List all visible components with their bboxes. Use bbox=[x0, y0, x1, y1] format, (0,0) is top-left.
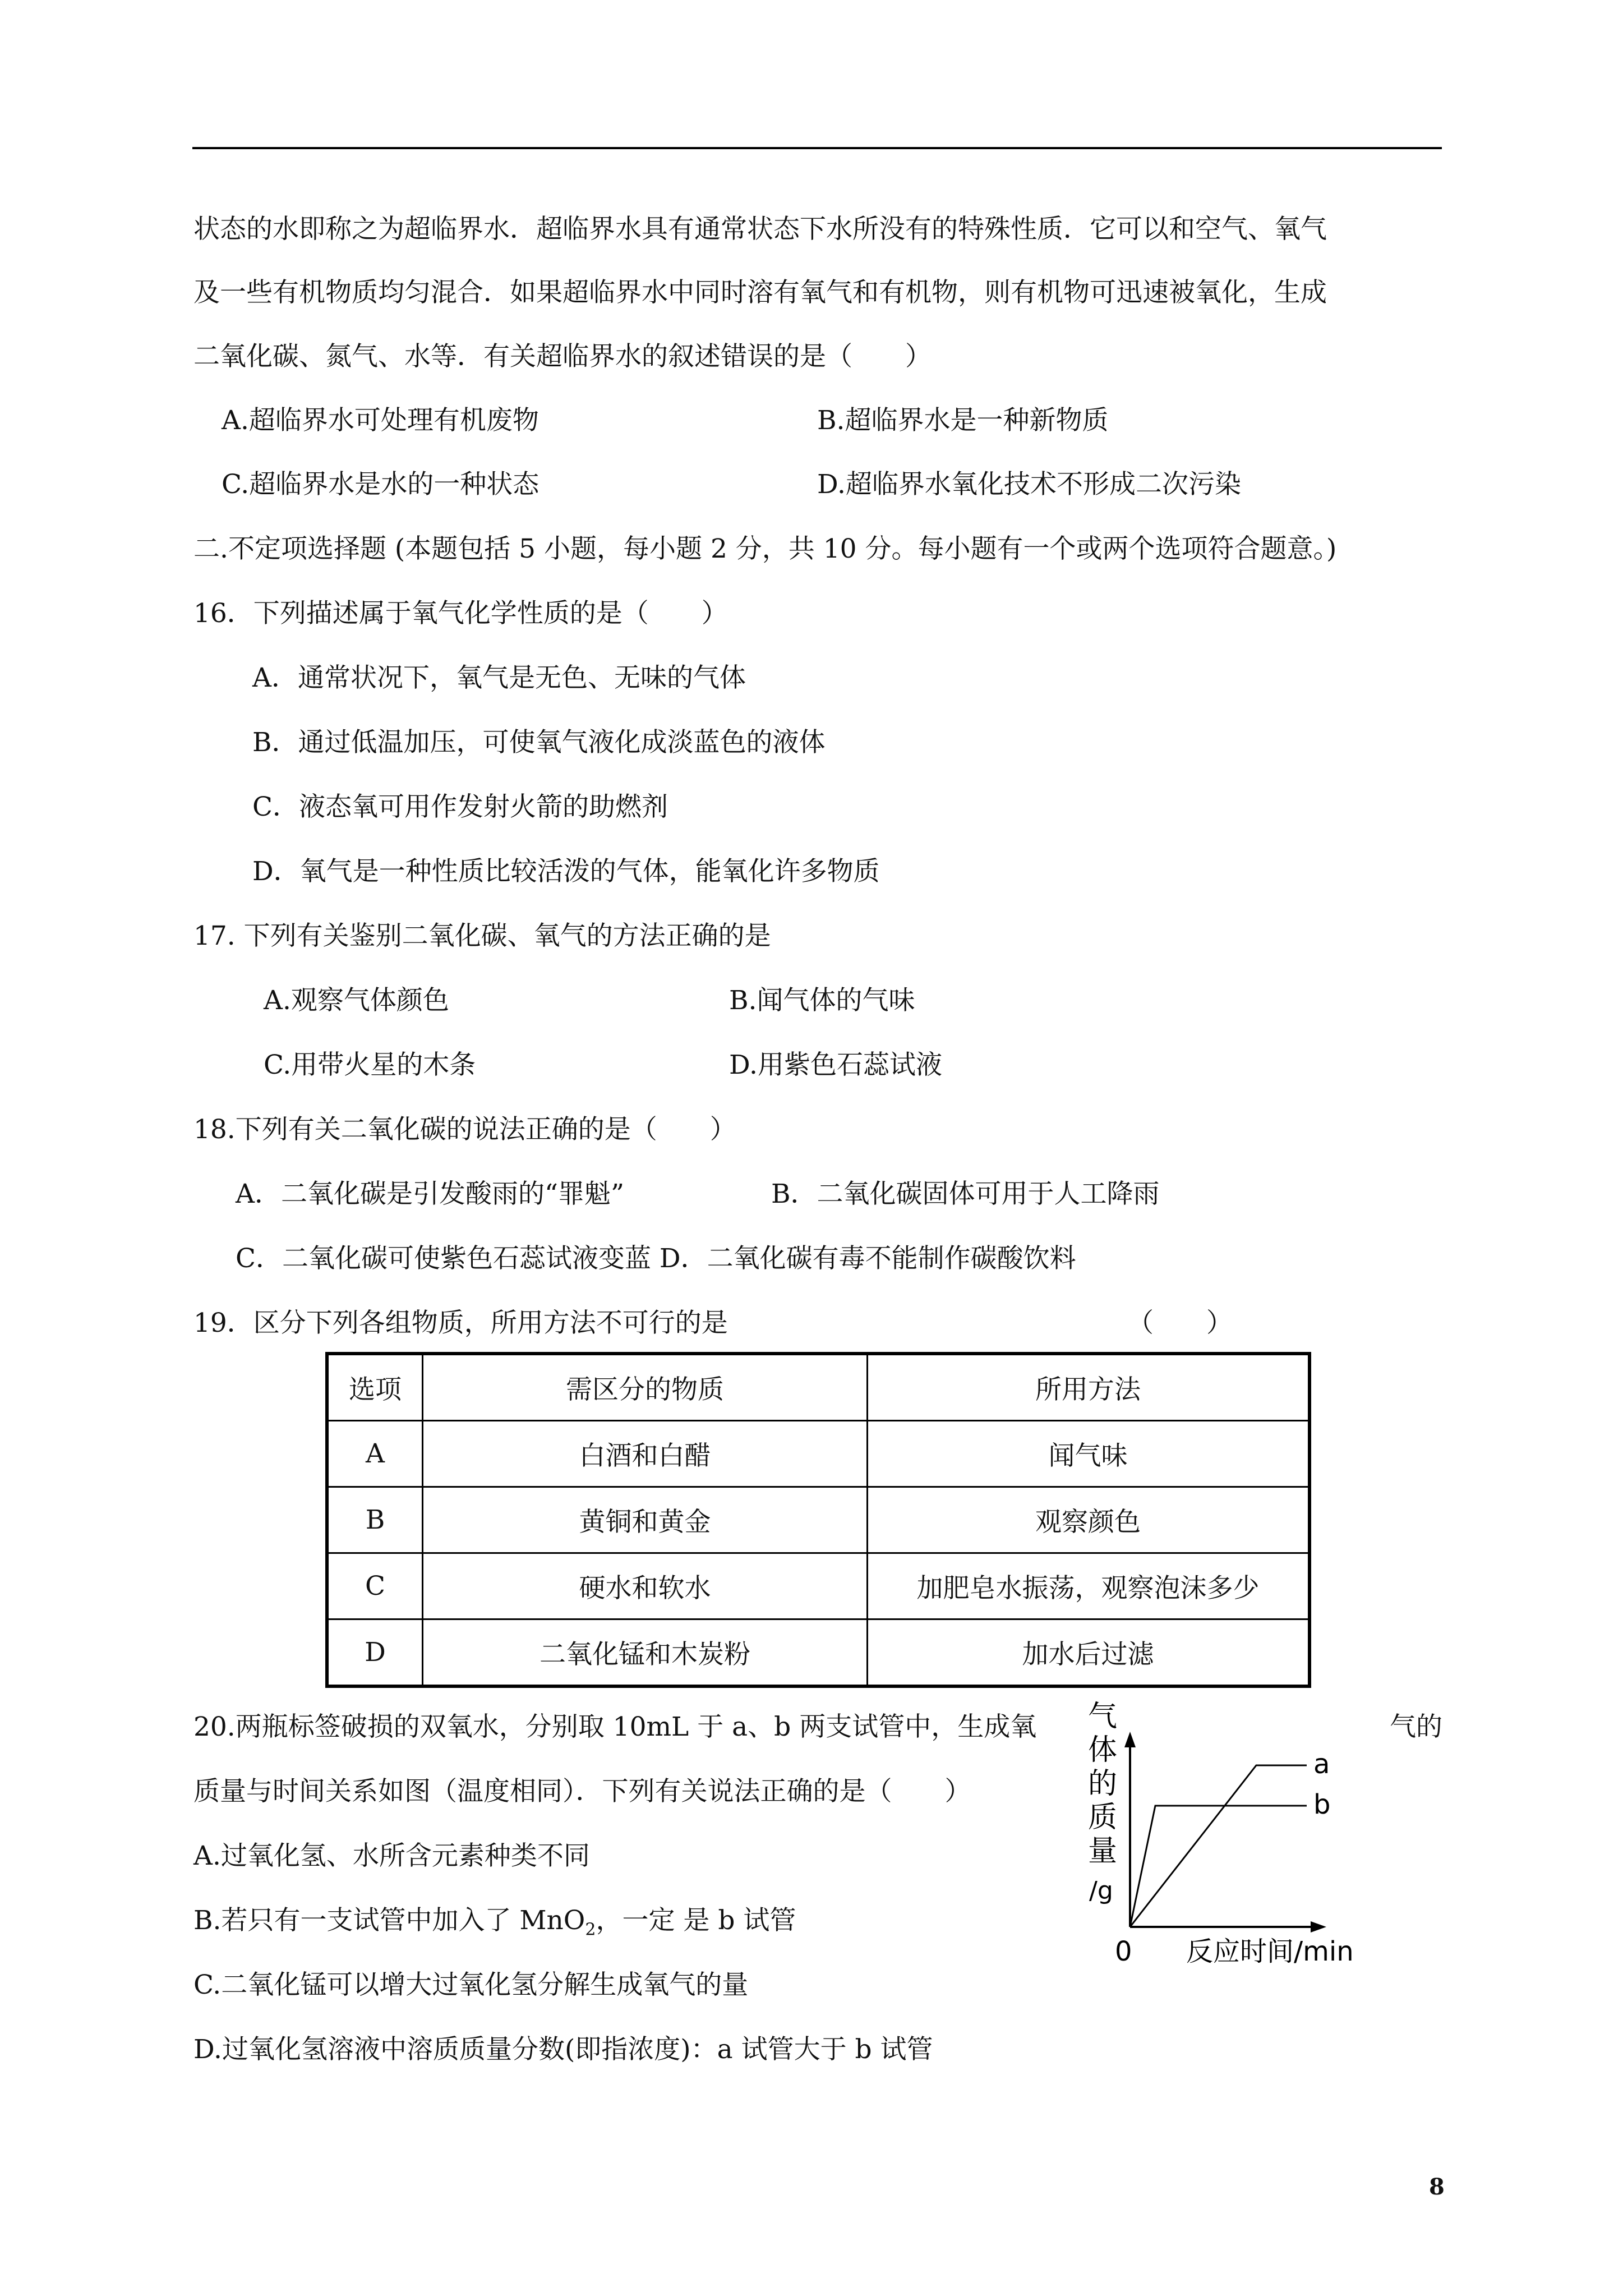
q17-option-a: A.观察气体颜色 bbox=[264, 985, 449, 1016]
header-rule bbox=[192, 147, 1442, 149]
y-axis-arrow bbox=[1124, 1732, 1136, 1747]
q18-option-cd: C．二氧化碳可使紫色石蕊试液变蓝 D．二氧化碳有毒不能制作碳酸饮料 bbox=[236, 1243, 1076, 1274]
table-header: 所用方法 bbox=[868, 1354, 1310, 1421]
q20-stem-2: 质量与时间关系如图（温度相同）．下列有关说法正确的是（ ） bbox=[193, 1776, 971, 1807]
q18-option-a: A．二氧化碳是引发酸雨的“罪魁” bbox=[236, 1179, 624, 1209]
q18-option-b: B．二氧化碳固体可用于人工降雨 bbox=[771, 1179, 1160, 1209]
table-header: 选项 bbox=[327, 1354, 423, 1421]
table-cell: 观察颜色 bbox=[868, 1487, 1310, 1553]
series-layer bbox=[1130, 1749, 1330, 1927]
q19-answer-paren: （ ） bbox=[1127, 1308, 1233, 1338]
series-label-a: a bbox=[1313, 1749, 1330, 1780]
y-label-char: 的 bbox=[1088, 1767, 1118, 1801]
table-row bbox=[327, 1487, 1310, 1553]
table-cell: 硬水和软水 bbox=[423, 1553, 868, 1619]
q20-option-b-pre: B.若只有一支试管中加入了 MnO bbox=[193, 1905, 585, 1936]
section-heading: 二.不定项选择题 (本题包括 5 小题，每小题 2 分，共 10 分。每小题有一个或两个选项符合题意。) bbox=[193, 533, 1337, 564]
q17-option-b: B.闻气体的气味 bbox=[729, 985, 915, 1016]
table-header-row bbox=[327, 1354, 1310, 1421]
passage-line-2: 及一些有机物质均匀混合．如果超临界水中同时溶有氧气和有机物，则有机物可迅速被氧化，生成 bbox=[193, 277, 1327, 308]
page-number: 8 bbox=[1429, 2174, 1445, 2200]
q20-option-b bbox=[193, 1907, 796, 1938]
q20-option-d: D.过氧化氢溶液中溶质质量分数(即指浓度)：a 试管大于 b 试管 bbox=[193, 2034, 933, 2065]
option-a: A.超临界水可处理有机废物 bbox=[222, 405, 539, 436]
passage-line-3: 二氧化碳、氮气、水等．有关超临界水的叙述错误的是（ ） bbox=[193, 341, 932, 372]
table-cell: 闻气味 bbox=[868, 1421, 1310, 1487]
y-axis-label bbox=[1088, 1700, 1117, 1905]
table-row bbox=[327, 1553, 1310, 1619]
y-label-char: 气 bbox=[1088, 1700, 1118, 1733]
table-cell: 加肥皂水振荡，观察泡沫多少 bbox=[868, 1553, 1310, 1619]
table-cell: C bbox=[327, 1553, 423, 1619]
table-row bbox=[327, 1619, 1310, 1687]
y-label-char: /g bbox=[1089, 1876, 1113, 1905]
q17-option-d: D.用紫色石蕊试液 bbox=[729, 1050, 942, 1080]
table-row bbox=[327, 1421, 1310, 1487]
table-cell: 加水后过滤 bbox=[868, 1619, 1310, 1687]
table-header: 需区分的物质 bbox=[423, 1354, 868, 1421]
table-cell: 黄铜和黄金 bbox=[423, 1487, 868, 1553]
y-label-char: 体 bbox=[1088, 1733, 1118, 1767]
x-axis-label: 反应时间/min bbox=[1186, 1936, 1354, 1967]
q16-option-b: B．通过低温加压，可使氧气液化成淡蓝色的液体 bbox=[252, 727, 826, 758]
q20-stem-1-end: 气的 bbox=[1390, 1711, 1442, 1742]
q19-table bbox=[325, 1352, 1311, 1688]
origin-label: 0 bbox=[1115, 1936, 1132, 1967]
passage-line-1: 状态的水即称之为超临界水．超临界水具有通常状态下水所没有的特殊性质．它可以和空气、氧气 bbox=[193, 214, 1327, 245]
q18-stem: 18.下列有关二氧化碳的说法正确的是（ ） bbox=[193, 1114, 736, 1145]
q16-option-c: C．液态氧可用作发射火箭的助燃剂 bbox=[252, 792, 668, 822]
table-cell: 白酒和白醋 bbox=[423, 1421, 868, 1487]
series-line-a bbox=[1130, 1765, 1307, 1927]
q16-option-a: A．通常状况下，氧气是无色、无味的气体 bbox=[252, 662, 746, 693]
table-cell: B bbox=[327, 1487, 423, 1553]
table-cell: A bbox=[327, 1421, 423, 1487]
q20-stem-1: 20.两瓶标签破损的双氧水，分别取 10mL 于 a、b 两支试管中，生成氧 bbox=[193, 1711, 1037, 1742]
q20-option-a: A.过氧化氢、水所含元素种类不同 bbox=[193, 1841, 590, 1871]
q16-option-d: D．氧气是一种性质比较活泼的气体，能氧化许多物质 bbox=[252, 856, 880, 887]
q20-option-c: C.二氧化锰可以增大过氧化氢分解生成氧气的量 bbox=[193, 1970, 749, 2000]
y-label-char: 质 bbox=[1088, 1801, 1118, 1834]
option-c: C.超临界水是水的一种状态 bbox=[222, 469, 540, 500]
option-b: B.超临界水是一种新物质 bbox=[817, 405, 1109, 436]
q20-option-b-sub: 2 bbox=[585, 1920, 596, 1940]
table-cell: D bbox=[327, 1619, 423, 1687]
q20-option-b-post: ，一定 是 b 试管 bbox=[596, 1905, 796, 1936]
q17-stem: 17. 下列有关鉴别二氧化碳、氧气的方法正确的是 bbox=[193, 921, 771, 951]
option-d: D.超临界水氧化技术不形成二次污染 bbox=[817, 469, 1241, 500]
table-cell: 二氧化锰和木炭粉 bbox=[423, 1619, 868, 1687]
q19-stem: 19．区分下列各组物质，所用方法不可行的是 bbox=[193, 1308, 728, 1338]
mass-time-chart bbox=[1077, 1697, 1368, 1989]
y-label-char: 量 bbox=[1088, 1834, 1118, 1868]
x-axis-arrow bbox=[1311, 1921, 1326, 1932]
q17-option-c: C.用带火星的木条 bbox=[264, 1050, 476, 1080]
q16-stem: 16．下列描述属于氧气化学性质的是（ ） bbox=[193, 598, 728, 629]
series-line-b bbox=[1130, 1806, 1307, 1927]
series-label-b: b bbox=[1313, 1789, 1331, 1820]
